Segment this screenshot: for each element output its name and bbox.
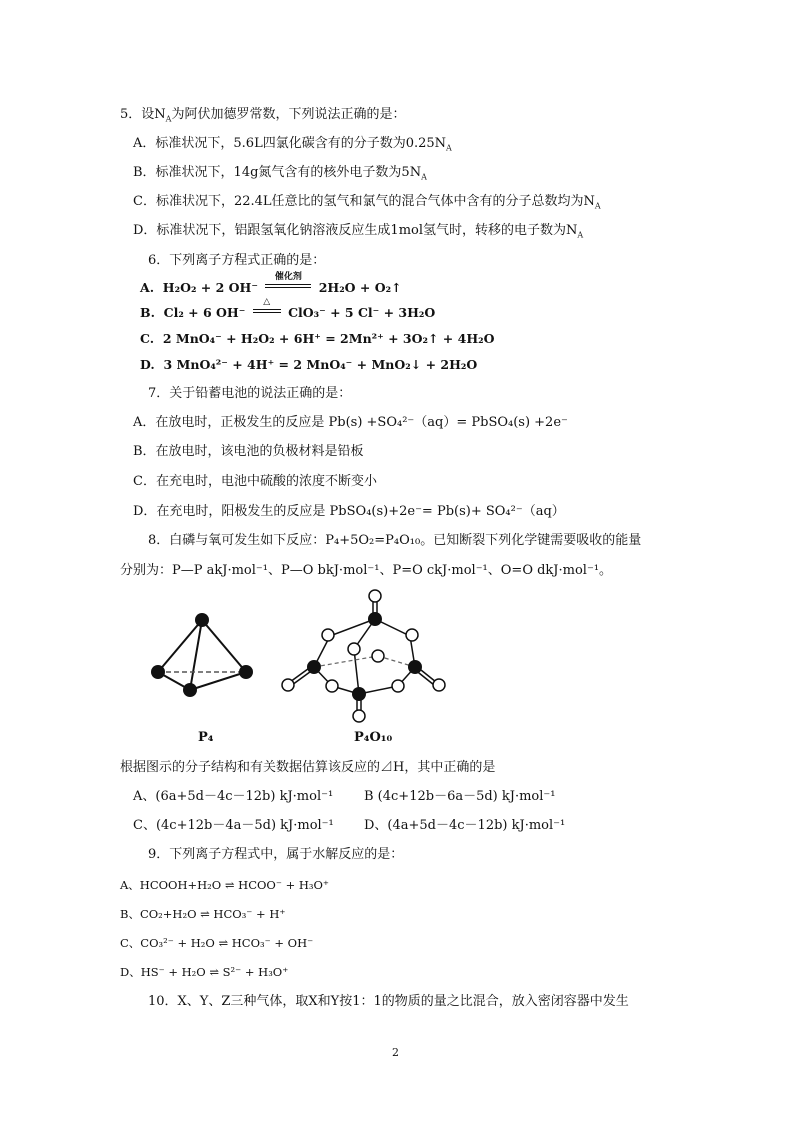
p4o10-label: P₄O₁₀ bbox=[354, 730, 393, 745]
p-atom bbox=[408, 660, 422, 674]
q9-option-a: A、HCOOH+H₂O ⇌ HCOO⁻ + H₃O⁺ bbox=[120, 878, 330, 892]
q8-option-c: C、(4c+12b－4a－5d) kJ·mol⁻¹ bbox=[133, 818, 334, 833]
q5-option-a: A．标准状况下，5.6L四氯化碳含有的分子数为$0.25N_A$ bbox=[133, 136, 452, 153]
q7-option-c: C．在充电时，电池中硫酸的浓度不断变小 bbox=[133, 474, 377, 489]
o-atom bbox=[392, 680, 404, 692]
q8-option-b: B (4c+12b－6a－5d) kJ·mol⁻¹ bbox=[364, 789, 556, 804]
p4-molecule-diagram bbox=[140, 600, 270, 710]
q6-stem: 6．下列离子方程式正确的是： bbox=[148, 253, 326, 268]
p-atom bbox=[239, 665, 253, 679]
q8-option-d: D、(4a+5d－4c－12b) kJ·mol⁻¹ bbox=[364, 818, 566, 833]
q7-option-b: B．在放电时，该电池的负极材料是铅板 bbox=[133, 444, 364, 459]
q6-option-a: A. H₂O₂ + 2 OH⁻ 催化剂 2H₂O + O₂↑ bbox=[140, 272, 402, 295]
q9-option-c: C、CO₃²⁻ + H₂O ⇌ HCO₃⁻ + OH⁻ bbox=[120, 936, 314, 950]
q5-stem: 5．设$N_A$为阿伏加德罗常数，下列说法正确的是： bbox=[120, 107, 406, 124]
o-atom bbox=[369, 590, 381, 602]
q6-option-c: C. 2 MnO₄⁻ + H₂O₂ + 6H⁺ = 2Mn²⁺ + 3O₂↑ + 4H₂O bbox=[140, 331, 495, 346]
q8-option-a: A、(6a+5d－4c－12b) kJ·mol⁻¹ bbox=[133, 789, 334, 804]
q6-option-b: B. Cl₂ + 6 OH⁻ △ ClO₃⁻ + 5 Cl⁻ + 3H₂O bbox=[140, 297, 436, 320]
q6-option-d: D. 3 MnO₄²⁻ + 4H⁺ = 2 MnO₄⁻ + MnO₂↓ + 2H₂O bbox=[140, 357, 478, 372]
q9-option-b: B、CO₂+H₂O ⇌ HCO₃⁻ + H⁺ bbox=[120, 907, 286, 921]
q9-option-d: D、HS⁻ + H₂O ⇌ S²⁻ + H₃O⁺ bbox=[120, 965, 289, 979]
o-atom bbox=[348, 643, 360, 655]
p-atom bbox=[352, 687, 366, 701]
p-atom bbox=[195, 613, 209, 627]
q7-option-d: D．在充电时，阳极发生的反应是 PbSO₄(s)+2e⁻= Pb(s)+ SO₄²⁻（aq） bbox=[133, 504, 565, 519]
p-atom bbox=[183, 683, 197, 697]
q5-option-b: B．标准状况下，14g氮气含有的核外电子数为$5N_A$ bbox=[133, 165, 427, 182]
q7-stem: 7．关于铅蓄电池的说法正确的是： bbox=[148, 386, 352, 401]
p4o10-molecule-diagram bbox=[274, 586, 464, 726]
o-atom bbox=[372, 650, 384, 662]
q5-option-c: C．标准状况下，22.4L任意比的氢气和氯气的混合气体中含有的分子总数均为$N_A$ bbox=[133, 194, 601, 211]
q10-stem: 10．X、Y、Z三种气体，取X和Y按1：1的物质的量之比混合，放入密闭容器中发生 bbox=[148, 994, 629, 1009]
q7-option-a: A．在放电时，正极发生的反应是 Pb(s) +SO₄²⁻（aq）= PbSO₄(s) +2e⁻ bbox=[133, 415, 568, 430]
page-number: 2 bbox=[392, 1046, 399, 1059]
o-atom bbox=[406, 629, 418, 641]
p-atom bbox=[307, 660, 321, 674]
o-atom bbox=[322, 629, 334, 641]
o-atom bbox=[433, 679, 445, 691]
heat-equals: △ bbox=[253, 304, 281, 322]
p-atom bbox=[368, 612, 382, 626]
q8-stem: 8．白磷与氧可发生如下反应：P₄+5O₂=P₄O₁₀。已知断裂下列化学键需要吸收的能量 bbox=[148, 533, 642, 548]
o-atom bbox=[282, 679, 294, 691]
q8-stem-2: 分别为：P—P akJ·mol⁻¹、P—O bkJ·mol⁻¹、P=O ckJ·mol⁻¹、O=O dkJ·mol⁻¹。 bbox=[120, 563, 613, 578]
p4-label: P₄ bbox=[198, 730, 214, 745]
q5-option-d: D．标准状况下，铝跟氢氧化钠溶液反应生成1mol氢气时，转移的电子数为$N_A$ bbox=[133, 223, 584, 240]
o-atom bbox=[353, 710, 365, 722]
catalyst-arrow: 催化剂 bbox=[265, 279, 311, 297]
p-atom bbox=[151, 665, 165, 679]
q9-stem: 9．下列离子方程式中，属于水解反应的是： bbox=[148, 847, 404, 862]
q8-question: 根据图示的分子结构和有关数据估算该反应的⊿H，其中正确的是 bbox=[120, 760, 496, 775]
o-atom bbox=[326, 680, 338, 692]
